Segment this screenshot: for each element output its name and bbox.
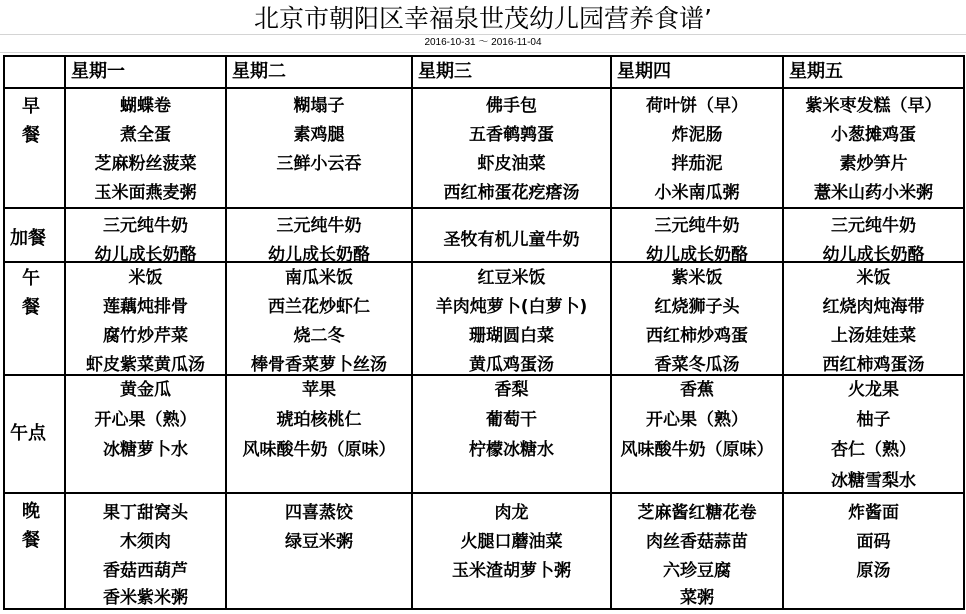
day-header: 星期二 xyxy=(232,61,286,82)
menu-item: 芝麻酱红糖花卷 xyxy=(637,503,757,523)
menu-item: 玉米渣胡萝卜粥 xyxy=(452,561,571,581)
menu-item: 风味酸牛奶（原味） xyxy=(620,440,774,460)
menu-item: 煮全蛋 xyxy=(120,125,171,145)
menu-item: 玉米面燕麦粥 xyxy=(94,183,197,203)
menu-item: 炸泥肠 xyxy=(671,125,723,145)
meal-label: 午点 xyxy=(10,423,46,444)
menu-item: 火腿口蘑油菜 xyxy=(460,532,563,552)
menu-item: 菜粥 xyxy=(680,588,714,608)
menu-item: 红烧肉炖海带 xyxy=(822,297,925,317)
menu-item: 柠檬冰糖水 xyxy=(469,440,554,460)
meal-label: 午 xyxy=(22,268,40,289)
menu-item: 西兰花炒虾仁 xyxy=(268,297,370,317)
day-header: 星期一 xyxy=(71,61,125,82)
menu-item: 幼儿成长奶酪 xyxy=(268,245,370,265)
menu-item: 苹果 xyxy=(302,380,336,400)
menu-item: 开心果（熟） xyxy=(646,410,748,430)
menu-item: 幼儿成长奶酪 xyxy=(822,245,925,265)
menu-item: 黄瓜鸡蛋汤 xyxy=(469,355,554,375)
menu-item: 虾皮紫菜黄瓜汤 xyxy=(86,355,205,375)
menu-item: 米饭 xyxy=(856,268,891,288)
menu-item: 黄金瓜 xyxy=(120,380,171,400)
menu-item: 果丁甜窝头 xyxy=(103,503,188,523)
day-header: 星期四 xyxy=(617,61,671,82)
menu-item: 幼儿成长奶酪 xyxy=(646,245,748,265)
menu-item: 绿豆米粥 xyxy=(285,532,353,552)
menu-item: 西红柿蛋花疙瘩汤 xyxy=(443,183,580,203)
menu-item: 拌茄泥 xyxy=(671,154,723,174)
menu-item: 上汤娃娃菜 xyxy=(831,326,916,346)
menu-item: 紫米枣发糕（早） xyxy=(805,96,942,116)
meal-label: 晚 xyxy=(22,501,40,522)
menu-item: 冰糖雪梨水 xyxy=(831,471,916,491)
menu-item: 肉丝香菇蒜苗 xyxy=(646,532,748,552)
menu-item: 羊肉炖萝卜(白萝卜) xyxy=(435,297,588,317)
menu-item: 红烧狮子头 xyxy=(654,297,740,317)
day-header: 星期五 xyxy=(789,61,843,82)
date-range: 2016-10-31 ～ 2016-11-04 xyxy=(424,37,542,48)
menu-item: 三元纯牛奶 xyxy=(276,216,362,236)
menu-item: 棒骨香菜萝卜丝汤 xyxy=(251,355,387,375)
meal-label: 加餐 xyxy=(10,228,46,249)
menu-item: 佛手包 xyxy=(486,96,537,116)
menu-item: 薏米山药小米粥 xyxy=(814,183,933,203)
menu-item: 素鸡腿 xyxy=(293,125,345,145)
menu-item: 香菇西葫芦 xyxy=(103,561,188,581)
menu-item: 荷叶饼（早） xyxy=(646,96,748,116)
date-rule xyxy=(0,52,966,53)
menu-item: 五香鹌鹑蛋 xyxy=(469,125,554,145)
menu-item: 小葱摊鸡蛋 xyxy=(831,125,916,145)
menu-item: 小米南瓜粥 xyxy=(654,183,740,203)
menu-item: 三元纯牛奶 xyxy=(103,216,188,236)
menu-item: 肉龙 xyxy=(494,503,529,523)
menu-item: 糊塌子 xyxy=(293,96,345,116)
menu-item: 三鲜小云吞 xyxy=(276,154,362,174)
menu-title: 北京市朝阳区幸福泉世茂幼儿园营养食谱’ xyxy=(254,4,712,33)
menu-item: 西红柿炒鸡蛋 xyxy=(646,326,748,346)
meal-label: 餐 xyxy=(22,297,40,318)
menu-item: 虾皮油菜 xyxy=(477,154,546,174)
menu-item: 面码 xyxy=(856,532,891,552)
menu-item: 风味酸牛奶（原味） xyxy=(242,440,396,460)
menu-item: 六珍豆腐 xyxy=(663,561,731,581)
menu-item: 红豆米饭 xyxy=(477,268,546,288)
menu-item: 烧二冬 xyxy=(293,326,345,346)
menu-item: 幼儿成长奶酪 xyxy=(94,245,197,265)
menu-item: 三元纯牛奶 xyxy=(831,216,916,236)
title-rule xyxy=(0,34,966,35)
menu-item: 三元纯牛奶 xyxy=(654,216,740,236)
menu-item: 四喜蒸饺 xyxy=(285,503,353,523)
menu-item: 杏仁（熟） xyxy=(831,440,916,460)
menu-item: 西红柿鸡蛋汤 xyxy=(822,355,925,375)
menu-item: 开心果（熟） xyxy=(94,410,197,430)
menu-item: 冰糖萝卜水 xyxy=(103,440,188,460)
menu-item: 琥珀核桃仁 xyxy=(276,410,362,430)
menu-item: 火龙果 xyxy=(848,380,899,400)
menu-item: 米饭 xyxy=(128,268,163,288)
menu-item: 珊瑚圆白菜 xyxy=(469,326,554,346)
menu-item: 腐竹炒芹菜 xyxy=(103,326,188,346)
menu-item: 香梨 xyxy=(494,380,529,400)
menu-item: 蝴蝶卷 xyxy=(120,96,171,116)
table-border-v xyxy=(3,55,5,610)
menu-item: 香米紫米粥 xyxy=(103,588,188,608)
menu-item: 柚子 xyxy=(856,410,891,430)
menu-item: 素炒笋片 xyxy=(839,154,908,174)
menu-item: 香菜冬瓜汤 xyxy=(654,355,740,375)
day-header: 星期三 xyxy=(418,61,472,82)
meal-label: 早 xyxy=(22,96,40,117)
menu-item: 木须肉 xyxy=(120,532,171,552)
menu-item: 南瓜米饭 xyxy=(285,268,353,288)
menu-item: 芝麻粉丝菠菜 xyxy=(94,154,197,174)
menu-item: 圣牧有机儿童牛奶 xyxy=(443,230,580,250)
menu-item: 炸酱面 xyxy=(848,503,899,523)
menu-item: 原汤 xyxy=(856,561,891,581)
menu-item: 香蕉 xyxy=(680,380,714,400)
menu-item: 葡萄干 xyxy=(486,410,537,430)
meal-label: 餐 xyxy=(22,125,40,146)
menu-item: 莲藕炖排骨 xyxy=(103,297,188,317)
meal-label: 餐 xyxy=(22,530,40,551)
menu-item: 紫米饭 xyxy=(671,268,723,288)
